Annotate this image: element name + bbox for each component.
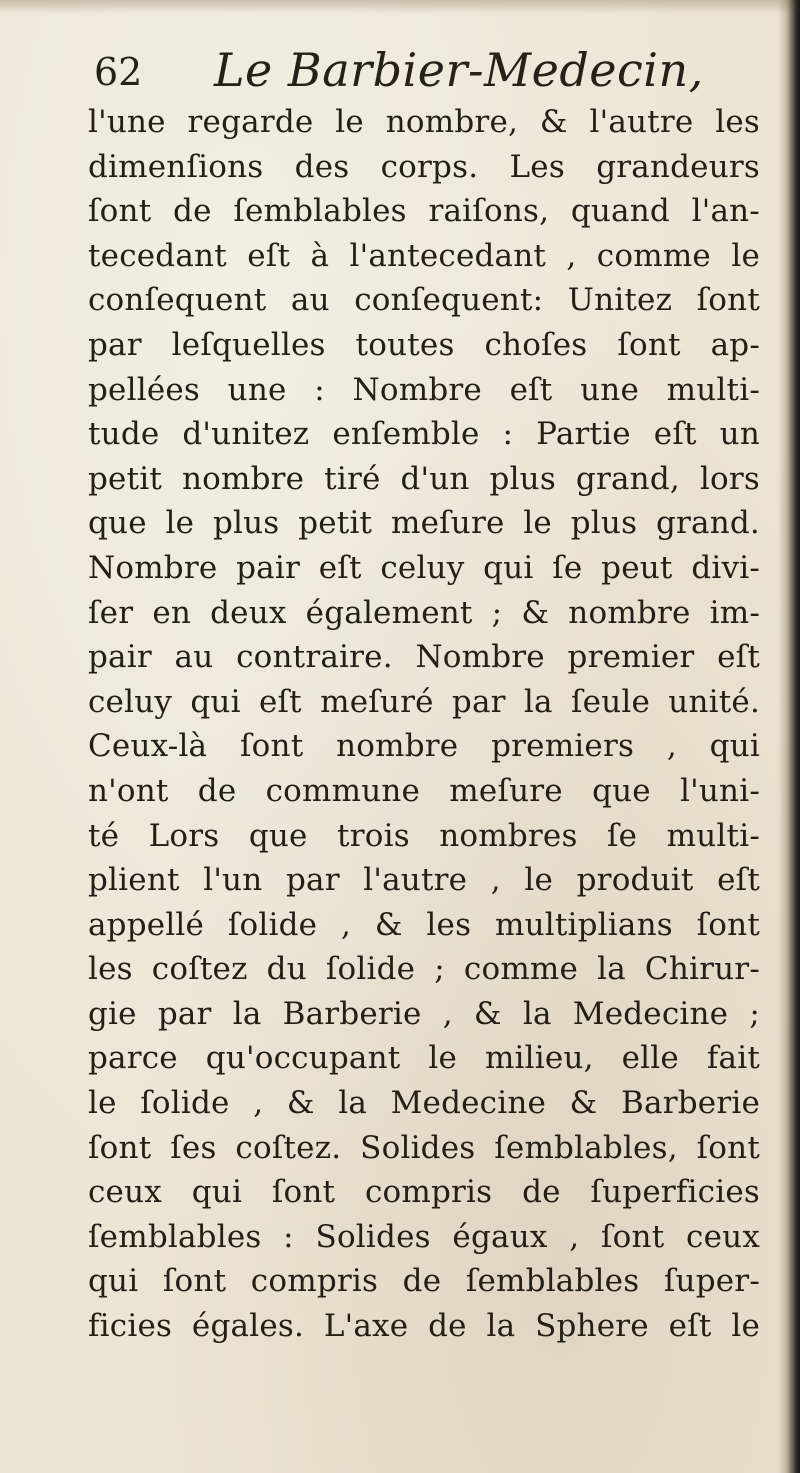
text-line: qui ſont compris de ſemblables ſuper- xyxy=(88,1263,760,1300)
text-line: ſont ſes coſtez. Solides ſemblables, ſont xyxy=(88,1129,760,1166)
text-line: n'ont de commune meſure que l'uni- xyxy=(88,772,760,809)
text-line: appellé ſolide , & les multiplians ſont xyxy=(88,906,760,943)
text-line: parce qu'occupant le milieu, elle fait xyxy=(88,1040,760,1077)
text-line: le ſolide , & la Medecine & Barberie xyxy=(88,1085,760,1122)
text-line: celuy qui eſt meſuré par la ſeule unité. xyxy=(88,683,760,720)
text-line: conſequent au conſequent: Unitez ſont xyxy=(88,282,760,319)
text-line: ceux qui ſont compris de ſuperficies xyxy=(88,1174,760,1211)
running-title: Le Barbier-Medecin, xyxy=(214,43,704,97)
text-line: tecedant eſt à l'antecedant , comme le xyxy=(88,237,760,274)
text-line: petit nombre tiré d'un plus grand, lors xyxy=(88,460,760,497)
text-line: Nombre pair eſt celuy qui ſe peut divi- xyxy=(88,549,760,586)
text-line: les coſtez du ſolide ; comme la Chirur- xyxy=(88,951,760,988)
text-line: Ceux-là ſont nombre premiers , qui xyxy=(88,728,760,765)
text-line: dimenſions des corps. Les grandeurs xyxy=(88,148,760,185)
text-line: par leſquelles toutes choſes ſont ap- xyxy=(88,326,760,363)
text-line: ſont de ſemblables raiſons, quand l'an- xyxy=(88,193,760,230)
running-head xyxy=(88,40,728,104)
text-line: tude d'unitez enſemble : Partie eſt un xyxy=(88,416,760,453)
body-text xyxy=(88,100,760,1349)
text-line: que le plus petit meſure le plus grand. xyxy=(88,505,760,542)
text-line: pellées une : Nombre eſt une multi- xyxy=(88,371,760,408)
page-number: 62 xyxy=(94,50,143,94)
text-line: ſemblables : Solides égaux , ſont ceux xyxy=(88,1218,760,1255)
text-line: plient l'un par l'autre , le produit eſt xyxy=(88,862,760,899)
text-line: gie par la Barberie , & la Medecine ; xyxy=(88,995,760,1032)
text-line: pair au contraire. Nombre premier eſt xyxy=(88,639,760,676)
text-line: l'une regarde le nombre, & l'autre les xyxy=(88,104,760,140)
text-line: ſer en deux également ; & nombre im- xyxy=(88,594,760,631)
page-binding-edge xyxy=(778,0,800,1473)
text-line: ficies égales. L'axe de la Sphere eſt le xyxy=(88,1308,760,1345)
page-top-edge xyxy=(0,0,800,14)
text-line: té Lors que trois nombres ſe multi- xyxy=(88,817,760,854)
